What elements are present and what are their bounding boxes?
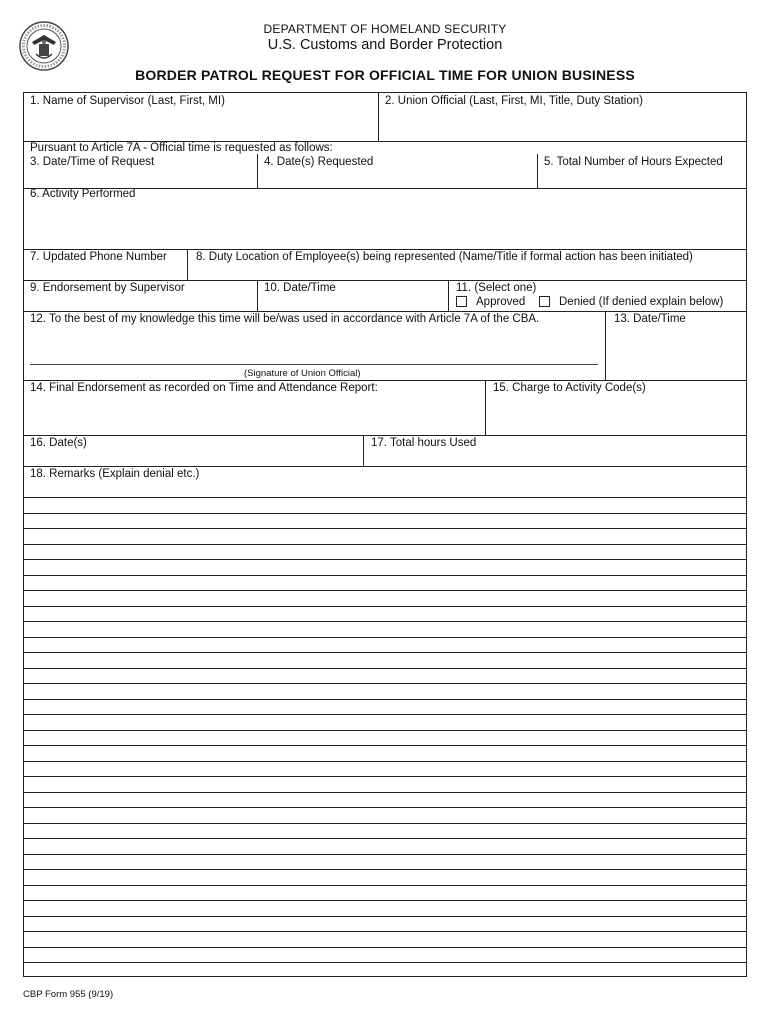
remarks-line[interactable] bbox=[24, 528, 746, 529]
denied-checkbox[interactable] bbox=[539, 296, 550, 307]
signature-datetime-field[interactable] bbox=[607, 326, 746, 379]
remarks-line[interactable] bbox=[24, 823, 746, 824]
remarks-line[interactable] bbox=[24, 745, 746, 746]
form-number: CBP Form 955 (9/19) bbox=[23, 989, 114, 1000]
supervisor-name-field[interactable] bbox=[25, 107, 377, 140]
field-2-label: 2. Union Official (Last, First, MI, Title, Duty Station) bbox=[385, 95, 643, 107]
remarks-line[interactable] bbox=[24, 637, 746, 638]
remarks-line[interactable] bbox=[24, 699, 746, 700]
remarks-line[interactable] bbox=[24, 513, 746, 514]
field-4-label: 4. Date(s) Requested bbox=[264, 156, 374, 168]
final-endorsement-field[interactable] bbox=[25, 395, 484, 434]
field-6-label: 6. Activity Performed bbox=[30, 188, 136, 200]
remarks-line[interactable] bbox=[24, 947, 746, 948]
field-10-label: 10. Date/Time bbox=[264, 282, 336, 294]
field-14-label: 14. Final Endorsement as recorded on Time and Attendance Report: bbox=[30, 382, 378, 394]
remarks-line[interactable] bbox=[24, 776, 746, 777]
remarks-line[interactable] bbox=[24, 838, 746, 839]
field-13-label: 13. Date/Time bbox=[614, 313, 686, 325]
approved-label: Approved bbox=[476, 296, 526, 308]
activity-performed-field[interactable] bbox=[25, 201, 746, 248]
endorsement-datetime-field[interactable] bbox=[259, 294, 447, 310]
dates-requested-field[interactable] bbox=[259, 169, 536, 187]
remarks-line[interactable] bbox=[24, 575, 746, 576]
remarks-line[interactable] bbox=[24, 683, 746, 684]
total-hours-used-field[interactable] bbox=[365, 450, 746, 465]
agency-name: U.S. Customs and Border Protection bbox=[267, 37, 503, 53]
union-official-field[interactable] bbox=[380, 107, 746, 140]
form-title: BORDER PATROL REQUEST FOR OFFICIAL TIME FOR UNION BUSINESS bbox=[135, 67, 635, 83]
field-15-label: 15. Charge to Activity Code(s) bbox=[493, 382, 646, 394]
field-16-label: 16. Date(s) bbox=[30, 437, 87, 449]
remarks-line[interactable] bbox=[24, 916, 746, 917]
field-12-label: 12. To the best of my knowledge this time will be/was used in accordance with Article 7A of the CBA. bbox=[30, 313, 540, 325]
pursuant-text: Pursuant to Article 7A - Official time is requested as follows: bbox=[30, 142, 333, 154]
field-17-label: 17. Total hours Used bbox=[371, 437, 477, 449]
signature-caption: (Signature of Union Official) bbox=[244, 368, 361, 379]
duty-location-field[interactable] bbox=[189, 264, 746, 279]
field-5-label: 5. Total Number of Hours Expected bbox=[544, 156, 723, 168]
remarks-line[interactable] bbox=[24, 606, 746, 607]
phone-number-field[interactable] bbox=[25, 264, 186, 279]
remarks-line[interactable] bbox=[24, 559, 746, 560]
union-official-signature-field[interactable] bbox=[30, 333, 598, 364]
remarks-line[interactable] bbox=[24, 854, 746, 855]
request-datetime-field[interactable] bbox=[25, 169, 256, 187]
remarks-line[interactable] bbox=[24, 807, 746, 808]
remarks-line[interactable] bbox=[24, 652, 746, 653]
activity-code-field[interactable] bbox=[487, 395, 746, 434]
remarks-line[interactable] bbox=[24, 497, 746, 498]
field-7-label: 7. Updated Phone Number bbox=[30, 251, 167, 263]
remarks-line[interactable] bbox=[24, 900, 746, 901]
total-hours-expected-field[interactable] bbox=[539, 169, 746, 187]
approved-checkbox[interactable] bbox=[456, 296, 467, 307]
field-1-label: 1. Name of Supervisor (Last, First, MI) bbox=[30, 95, 225, 107]
remarks-line[interactable] bbox=[24, 962, 746, 963]
remarks-line[interactable] bbox=[24, 668, 746, 669]
remarks-line[interactable] bbox=[24, 544, 746, 545]
remarks-line[interactable] bbox=[24, 869, 746, 870]
remarks-line[interactable] bbox=[24, 885, 746, 886]
remarks-line[interactable] bbox=[24, 931, 746, 932]
remarks-line[interactable] bbox=[24, 761, 746, 762]
denied-label: Denied (If denied explain below) bbox=[559, 296, 724, 308]
field-18-label: 18. Remarks (Explain denial etc.) bbox=[30, 468, 200, 480]
remarks-line[interactable] bbox=[24, 714, 746, 715]
remarks-line[interactable] bbox=[24, 730, 746, 731]
remarks-line[interactable] bbox=[24, 621, 746, 622]
field-3-label: 3. Date/Time of Request bbox=[30, 156, 155, 168]
field-11-label: 11. (Select one) bbox=[456, 282, 537, 294]
form-grid bbox=[23, 92, 747, 977]
remarks-line[interactable] bbox=[24, 792, 746, 793]
field-8-label: 8. Duty Location of Employee(s) being represented (Name/Title if formal action has been initiated) bbox=[196, 251, 693, 263]
field-9-label: 9. Endorsement by Supervisor bbox=[30, 282, 185, 294]
department-name: DEPARTMENT OF HOMELAND SECURITY bbox=[263, 22, 507, 36]
remarks-line[interactable] bbox=[24, 590, 746, 591]
supervisor-endorsement-field[interactable] bbox=[25, 294, 256, 310]
dates-used-field[interactable] bbox=[25, 450, 362, 465]
